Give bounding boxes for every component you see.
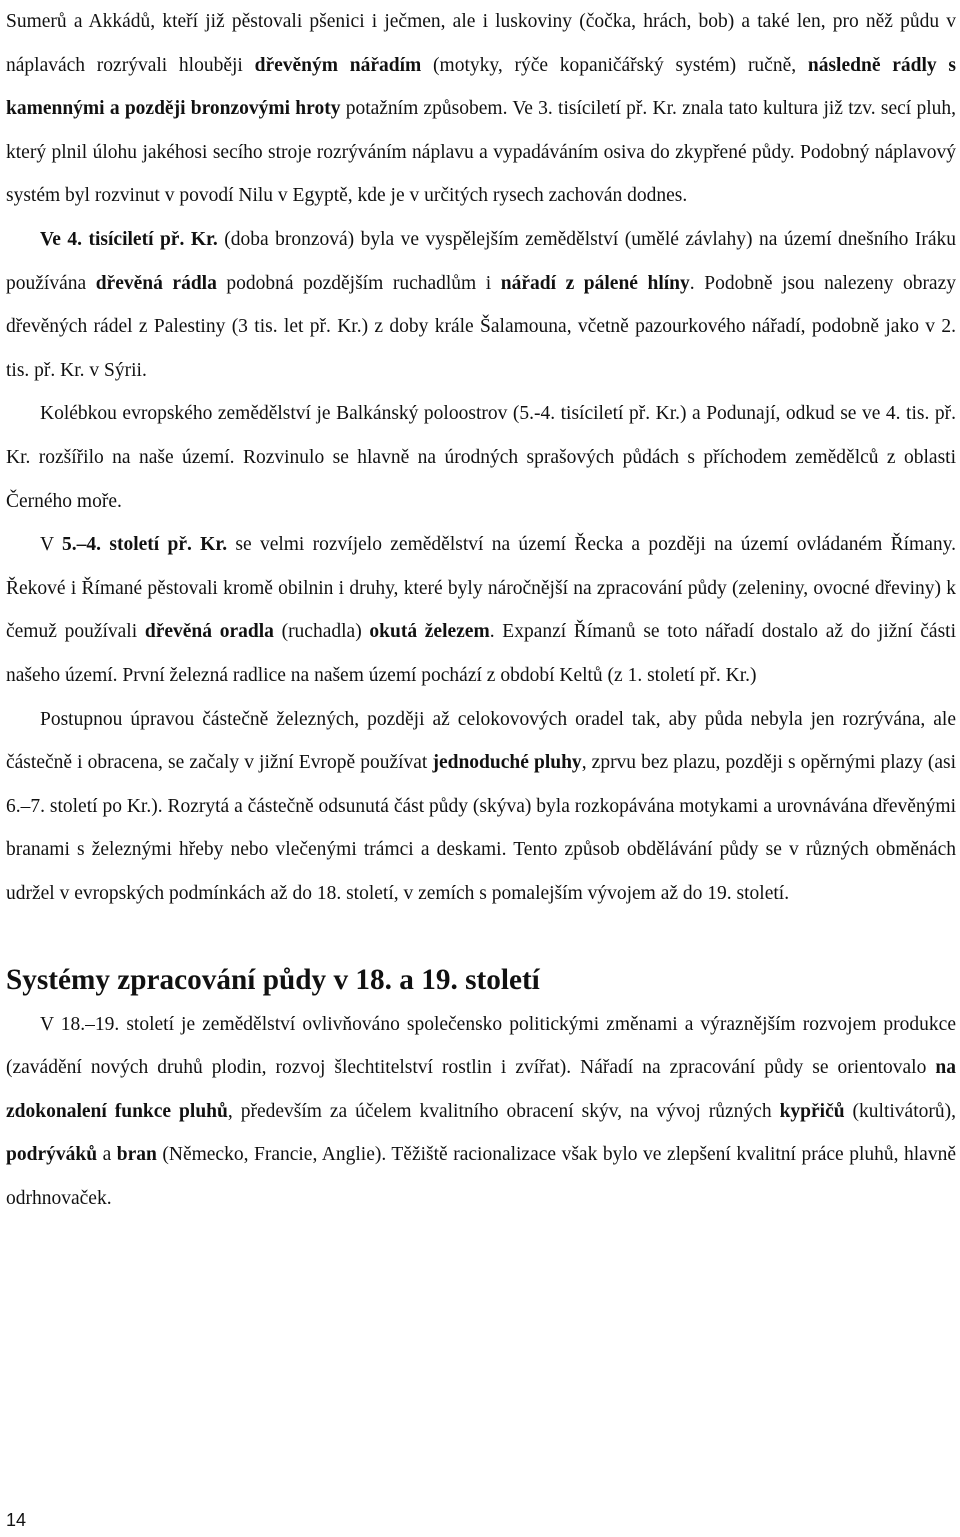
section-heading: Systémy zpracování půdy v 18. a 19. století (6, 964, 540, 997)
text-run: . Expanzí Římanů se toto nářadí dostalo až do jižní části našeho území. První železná radlice na našem území pochází z období Keltů (z 1. století př. Kr.) (6, 621, 957, 686)
section-body-text (6, 1003, 956, 1221)
text-run: se velmi rozvíjelo zemědělství na území Řecka a později na území ovládaném Římany. Řekové i Římané pěstovali kromě obilnin i druhy, které byly náročnější na zpracování půdy (zeleniny, ovocné dřeviny) k čemuž používali (6, 534, 956, 643)
bold-text: okutá železem (369, 621, 490, 643)
page-number: 14 (6, 1510, 27, 1530)
bold-text: následně rádly s kamennými a později bronzovými hroty (6, 54, 956, 120)
document-page (6, 0, 956, 1221)
bold-text: kypřičů (779, 1100, 845, 1122)
text-run: potažním způsobem. Ve 3. tisíciletí př. Kr. znala tato kultura již tzv. secí pluh, který plnil úlohu jakéhosi secího stroje rozrýváním náplavu a vypadáváním osiva do zkypřené půdy. Podobný náplavový systém byl rozvinut v povodí Nilu v Egyptě, kde je v určitých rysech zachován dodnes. (6, 98, 956, 207)
bold-text: podrýváků (6, 1144, 98, 1166)
text-run: podobná pozdějším ruchadlům i (216, 272, 501, 294)
bold-text: Ve 4. tisíciletí př. Kr. (40, 228, 218, 250)
text-run: (Německo, Francie, Anglie). Těžiště racionalizace však bylo ve zlepšení kvalitní práce pluhů, hlavně odrhnovaček. (6, 1144, 956, 1210)
text-run: Sumerů a Akkádů, kteří již pěstovali pšenici i ječmen, ale i luskoviny (čočka, hrách, bob) a také len, pro něž půdu v náplavách rozrývali hlouběji (6, 11, 956, 76)
text-run: V 18.–19. století je zemědělství ovlivňováno společensko politickými změnami a výraznějším rozvojem produkce (zavádění nových druhů plodin, rozvoj šlechtitelství rostlin i zvířat). Nářadí na zpracování půdy se orientovalo (6, 1013, 956, 1079)
text-run: (ruchadla) (273, 621, 370, 643)
bold-text: dřevěná rádla (95, 272, 217, 294)
paragraph (6, 392, 956, 523)
bold-text: na zdokonalení funkce pluhů (6, 1057, 956, 1122)
body-text (6, 0, 956, 915)
text-run: , především za účelem kvalitního obracení skýv, na vývoj různých (227, 1100, 780, 1122)
paragraph (6, 698, 956, 916)
text-run: , zprvu bez plazu, později s opěrnými plazy (asi 6.–7. století po Kr.). Rozrytá a částečně odsunutá část půdy (skýva) byla rozkopávána motykami a urovnávána dřevěnými branami s železnými hřeby nebo vlečenými trámci a deskami. Tento způsob obdělávání půdy se v různých obměnách udržel v evropských podmínkách až do 18. století, v zemích s pomalejším vývojem až do 19. století. (6, 752, 956, 904)
bold-text: bran (116, 1144, 157, 1166)
text-run: (doba bronzová) byla ve vyspělejším zemědělství (umělé závlahy) na území dnešního Iráku používána (6, 228, 956, 294)
text-run: V (40, 534, 63, 556)
paragraph (6, 523, 956, 697)
text-run: Postupnou úpravou částečně železných, později až celokovových oradel tak, aby půda nebyla jen rozrývána, ale částečně i obracena, se začaly v jižní Evropě používat (6, 708, 956, 774)
bold-text: 5.–4. století př. Kr. (62, 534, 228, 556)
bold-text: dřevěná oradla (144, 621, 274, 643)
text-run: a (97, 1144, 117, 1166)
text-run: (motyky, rýče kopaničářský systém) ručně, (421, 54, 808, 76)
text-run: (kultivátorů), (844, 1100, 956, 1122)
paragraph (6, 0, 956, 218)
paragraph (6, 1003, 956, 1221)
bold-text: dřevěným nářadím (254, 54, 422, 76)
bold-text: jednoduché pluhy (432, 752, 582, 774)
text-run: Kolébkou evropského zemědělství je Balkánský poloostrov (5.-4. tisíciletí př. Kr.) a Podunají, odkud se ve 4. tis. př. Kr. rozšířilo na naše území. Rozvinulo se hlavně na úrodných sprašových půdách s příchodem zemědělců z oblasti Černého moře. (6, 403, 956, 512)
bold-text: nářadí z pálené hlíny (500, 272, 690, 294)
text-run: . Podobně jsou nalezeny obrazy dřevěných rádel z Palestiny (3 tis. let př. Kr.) z doby krále Šalamouna, včetně pazourkového nářadí, podobně jako v 2. tis. př. Kr. v Sýrii. (6, 272, 956, 381)
paragraph (6, 218, 956, 392)
